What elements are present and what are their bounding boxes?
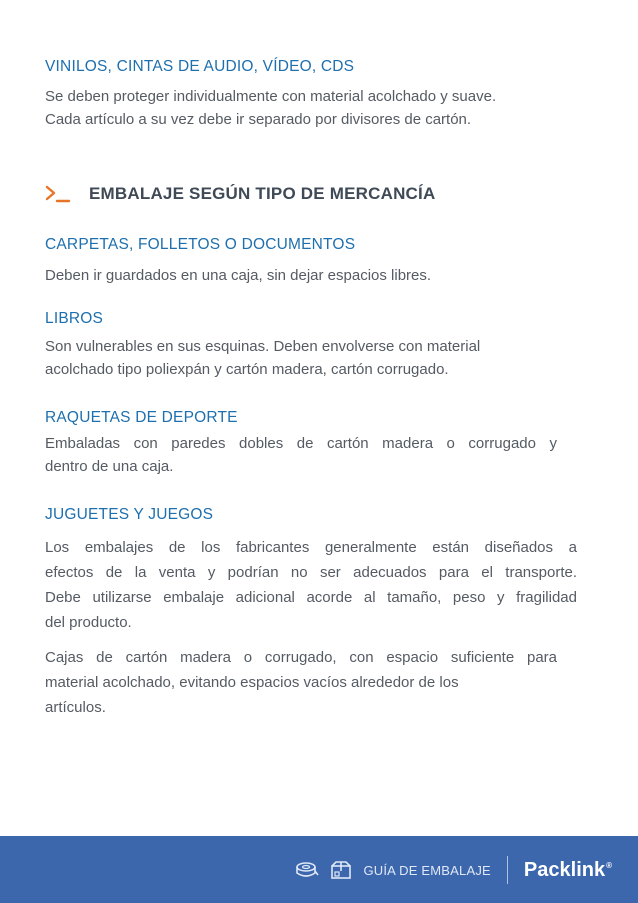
prompt-arrow-icon xyxy=(45,183,71,205)
text-raquetas-line-2: dentro de una caja. xyxy=(45,458,174,475)
brand-registered-mark: ® xyxy=(606,860,612,870)
text-juguetes-p2-line-2: material acolchado, evitando espacios vacíos alrededor de los xyxy=(45,674,459,691)
text-juguetes-p2-line-1: Cajas de cartón madera o corrugado, con espacio suficiente para xyxy=(45,649,557,666)
text-libros-line-2: acolchado tipo poliexpán y cartón madera, cartón corrugado. xyxy=(45,361,449,378)
text-juguetes-p1-line-1: Los embalajes de los fabricantes generalmente están diseñados a xyxy=(45,539,577,556)
section-heading-embalaje xyxy=(45,183,435,205)
footer-bar xyxy=(0,836,638,903)
section-title: EMBALAJE SEGÚN TIPO DE MERCANCÍA xyxy=(89,184,436,203)
heading-libros: LIBROS xyxy=(45,310,104,327)
text-juguetes-p1-line-4: del producto. xyxy=(45,614,132,631)
tape-roll-icon xyxy=(295,860,319,880)
footer-guide-label: GUÍA DE EMBALAJE xyxy=(363,862,491,878)
text-juguetes-p1-line-2: efectos de la venta y podrían no ser adecuados para el transporte. xyxy=(45,564,577,581)
footer-divider xyxy=(507,856,508,884)
text-juguetes-p1-line-3: Debe utilizarse embalaje adicional acorde al tamaño, peso y fragilidad xyxy=(45,589,577,606)
box-icon xyxy=(329,860,353,880)
heading-vinilos: VINILOS, CINTAS DE AUDIO, VÍDEO, CDS xyxy=(45,58,355,75)
text-carpetas-line-1: Deben ir guardados en una caja, sin dejar espacios libres. xyxy=(45,267,432,284)
text-libros-line-1: Son vulnerables en sus esquinas. Deben envolverse con material xyxy=(45,338,481,355)
brand-name: Packlink xyxy=(523,858,606,881)
heading-carpetas: CARPETAS, FOLLETOS O DOCUMENTOS xyxy=(45,236,356,253)
packlink-logo xyxy=(524,859,612,882)
text-vinilos-line-1: Se deben proteger individualmente con material acolchado y suave. xyxy=(45,88,497,105)
heading-raquetas: RAQUETAS DE DEPORTE xyxy=(45,409,238,426)
footer-content xyxy=(295,856,612,884)
text-vinilos-line-2: Cada artículo a su vez debe ir separado por divisores de cartón. xyxy=(45,111,472,128)
text-raquetas-line-1: Embaladas con paredes dobles de cartón madera o corrugado y xyxy=(45,435,557,452)
text-juguetes-p2-line-3: artículos. xyxy=(45,699,106,716)
heading-juguetes: JUGUETES Y JUEGOS xyxy=(45,506,214,523)
